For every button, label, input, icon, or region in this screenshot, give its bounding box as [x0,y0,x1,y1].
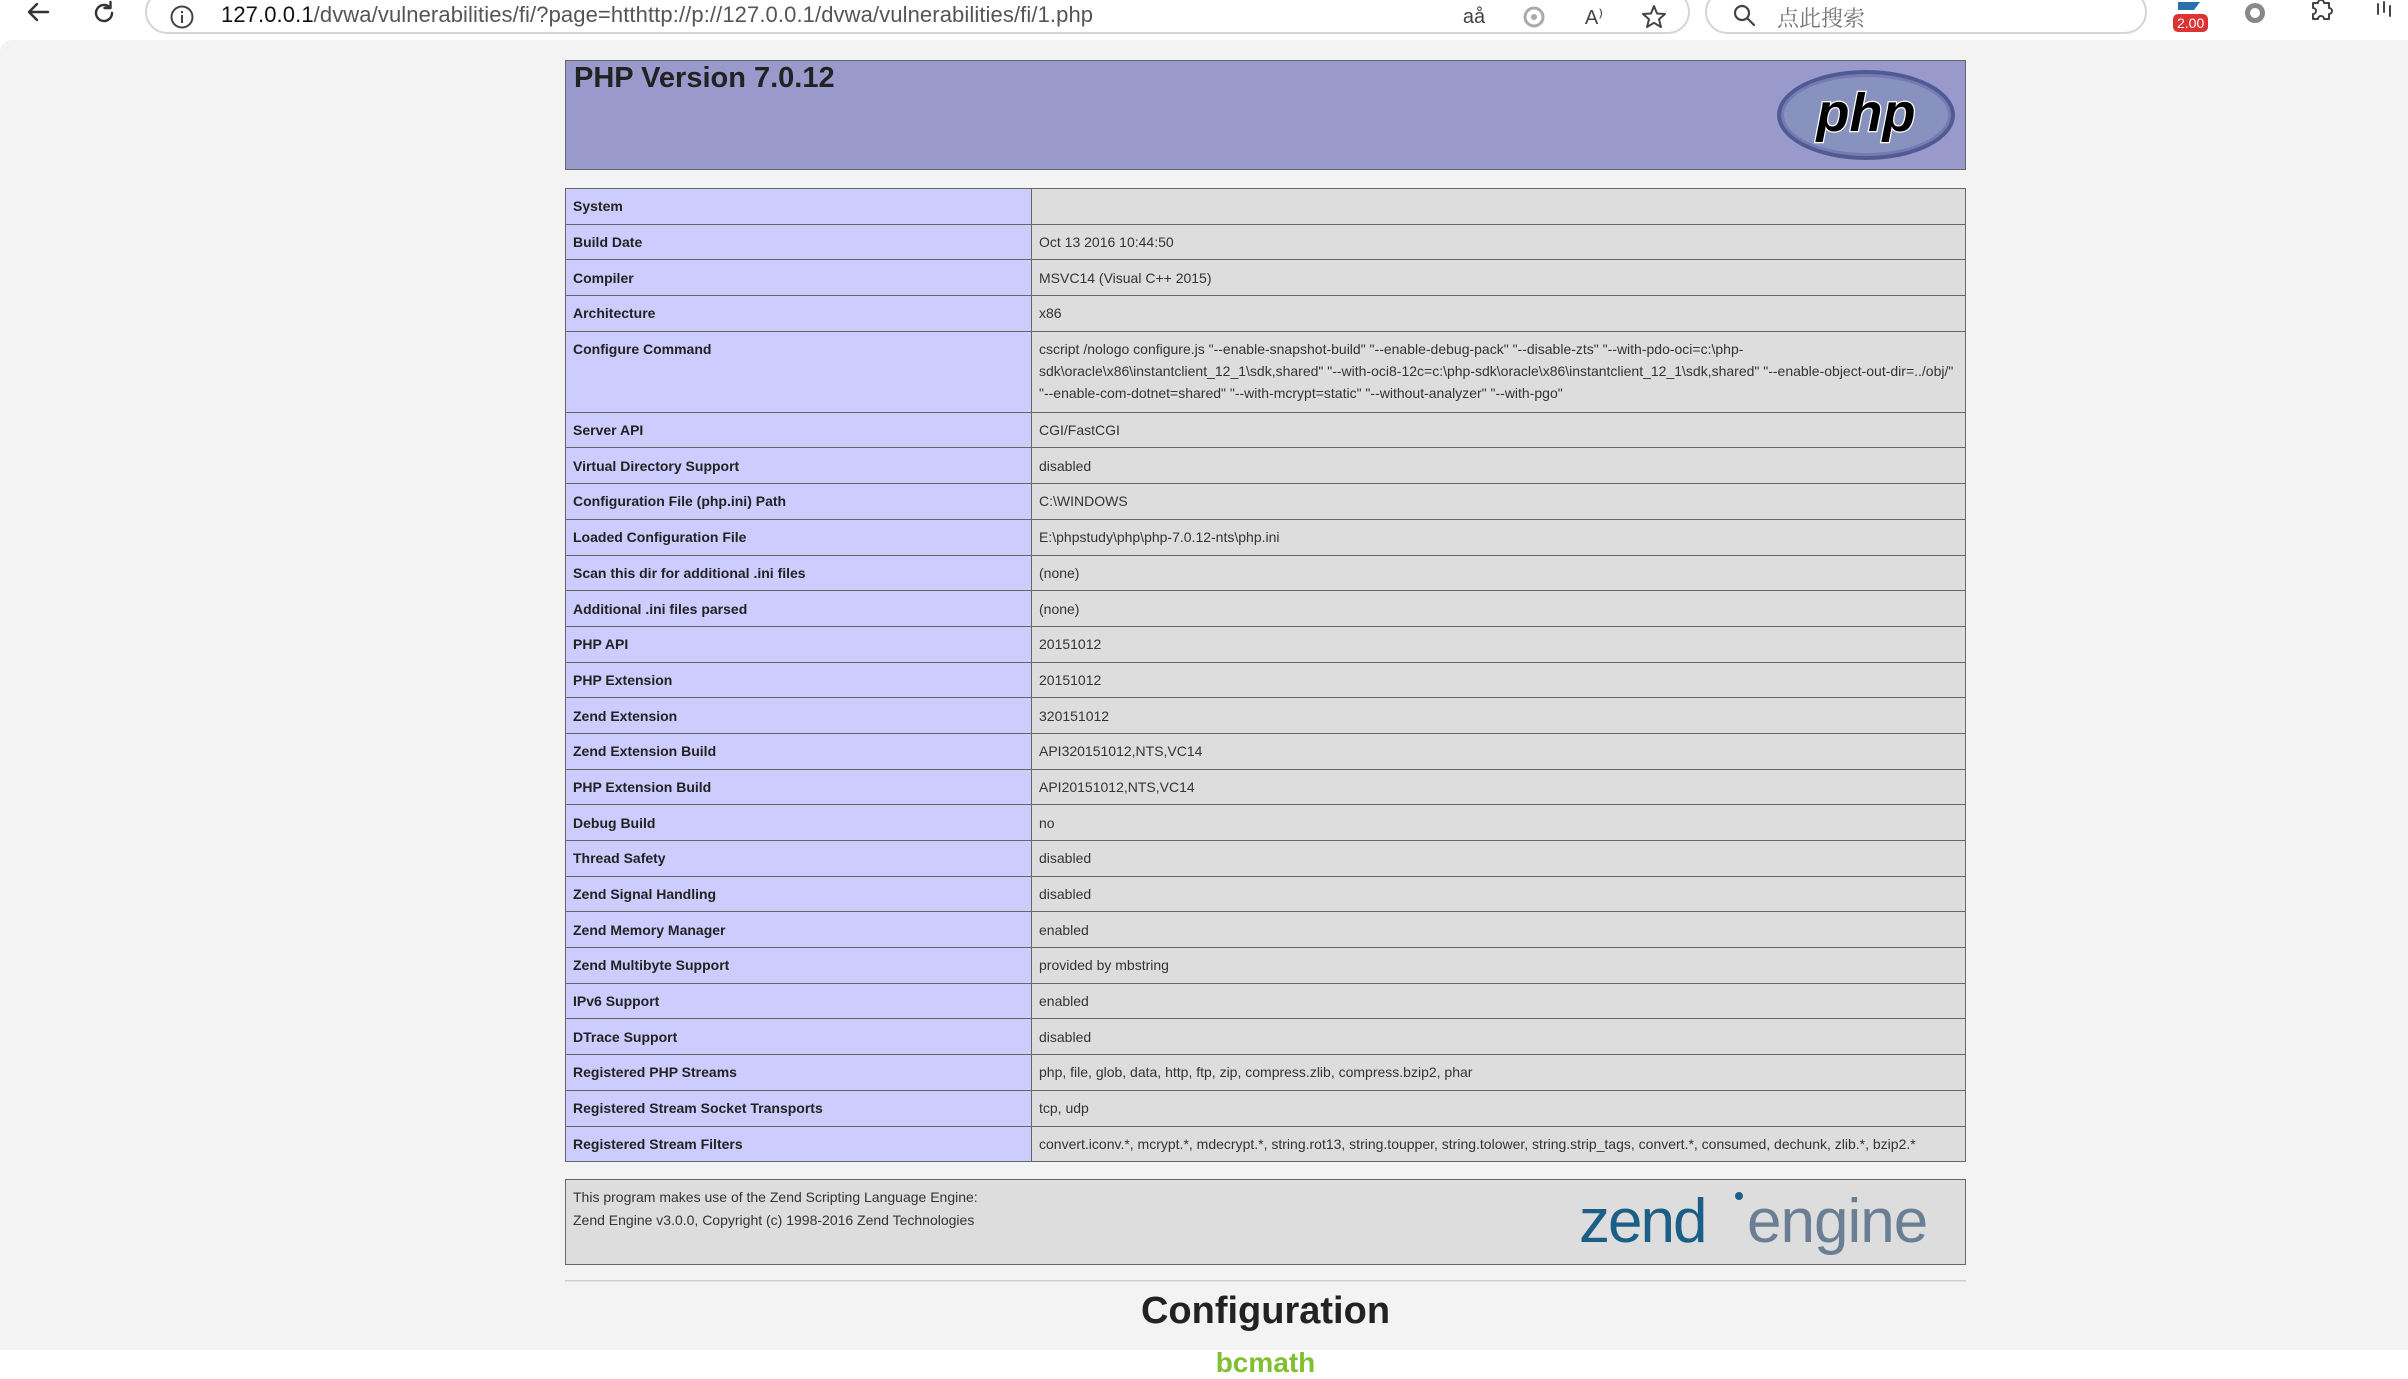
info-row [566,1090,1966,1126]
info-key: Debug Build [566,805,1032,841]
info-key: System [566,189,1032,225]
info-value: 320151012 [1032,698,1966,734]
info-key: Thread Safety [566,841,1032,877]
info-row [566,912,1966,948]
info-key: Zend Memory Manager [566,912,1032,948]
address-bar[interactable] [145,0,1690,34]
info-row [566,662,1966,698]
page-viewport [0,40,2408,1379]
info-row [566,1126,1966,1162]
info-row [566,224,1966,260]
info-row [566,555,1966,591]
info-key: Zend Signal Handling [566,876,1032,912]
info-value: (none) [1032,591,1966,627]
site-info-icon[interactable] [169,4,195,30]
info-value: 20151012 [1032,662,1966,698]
configuration-heading: Configuration [1140,1290,1391,1333]
info-value: 20151012 [1032,626,1966,662]
search-icon [1731,2,1757,28]
info-value: API320151012,NTS,VC14 [1032,733,1966,769]
info-key: Zend Extension Build [566,733,1032,769]
url-host: 127.0.0.1 [221,2,314,27]
info-value: C:\WINDOWS [1032,484,1966,520]
info-key: Additional .ini files parsed [566,591,1032,627]
info-key: Loaded Configuration File [566,519,1032,555]
info-row [566,448,1966,484]
reload-icon [90,0,118,27]
info-row [566,626,1966,662]
refresh-extension-icon[interactable] [1519,2,1549,32]
search-box[interactable] [1705,0,2147,34]
url-path: /dvwa/vulnerabilities/fi/?page=htthttp://p://127.0.0.1/dvwa/vulnerabilities/fi/1.php [313,2,1094,27]
info-value: cscript /nologo configure.js "--enable-snapshot-build" "--enable-debug-pack" "--disable-zts" "--with-pdo-oci=c:\php-sdk\oracle\x86\instantclient_12_1\sdk,shared" "--with-oci8-12c=c:\php-sdk\oracle\x86\instantclient_12_1\sdk,shared" "--enable-object-out-dir=../obj/" "--enable-com-dotnet=shared" "--with-mcrypt=static" "--without-analyzer" "--with-pgo" [1032,331,1966,412]
info-row [566,983,1966,1019]
info-row [566,412,1966,448]
info-row [566,769,1966,805]
info-value: E:\phpstudy\php\php-7.0.12-nts\php.ini [1032,519,1966,555]
extension-badge: 2.00 [2173,14,2208,32]
info-value: tcp, udp [1032,1090,1966,1126]
info-key: IPv6 Support [566,983,1032,1019]
info-row [566,805,1966,841]
info-value: MSVC14 (Visual C++ 2015) [1032,260,1966,296]
info-row [566,1019,1966,1055]
page-title: PHP Version 7.0.12 [574,62,835,94]
extension-circle-icon[interactable] [2238,0,2272,30]
info-key: PHP Extension [566,662,1032,698]
php-logo-text: php [1816,83,1916,143]
info-row [566,260,1966,296]
info-key: Build Date [566,224,1032,260]
back-arrow-icon [24,0,52,27]
phpinfo-container [565,60,1966,1379]
info-key: Compiler [566,260,1032,296]
engine-logo-word: engine [1747,1187,1928,1257]
info-value: API20151012,NTS,VC14 [1032,769,1966,805]
favorite-star-icon[interactable] [1639,2,1669,32]
info-row [566,876,1966,912]
info-key: Architecture [566,296,1032,332]
info-value: x86 [1032,296,1966,332]
search-placeholder: 点此搜索 [1777,6,1866,31]
info-key: PHP API [566,626,1032,662]
reload-button[interactable] [84,0,124,26]
info-key: Registered PHP Streams [566,1055,1032,1091]
info-row [566,189,1966,225]
info-row [566,948,1966,984]
info-value: disabled [1032,448,1966,484]
info-value: Oct 13 2016 10:44:50 [1032,224,1966,260]
module-heading-bcmath[interactable]: bcmath [1215,1347,1316,1379]
info-row [566,698,1966,734]
info-key: Registered Stream Socket Transports [566,1090,1032,1126]
info-key: Virtual Directory Support [566,448,1032,484]
translate-icon[interactable]: aå [1462,5,1486,28]
section-divider [565,1280,1966,1282]
info-value: provided by mbstring [1032,948,1966,984]
info-key: Scan this dir for additional .ini files [566,555,1032,591]
zend-engine-box [565,1179,1966,1265]
info-key: PHP Extension Build [566,769,1032,805]
info-key: Configuration File (php.ini) Path [566,484,1032,520]
info-value: enabled [1032,983,1966,1019]
info-value: disabled [1032,1019,1966,1055]
info-row [566,331,1966,412]
info-row [566,733,1966,769]
info-value: enabled [1032,912,1966,948]
info-row [566,1055,1966,1091]
browser-toolbar [0,0,2408,40]
info-key: DTrace Support [566,1019,1032,1055]
zend-line-2: Zend Engine v3.0.0, Copyright (c) 1998-2016 Zend Technologies [573,1212,975,1229]
info-key: Zend Extension [566,698,1032,734]
favorites-bar-icon[interactable] [2370,0,2404,30]
back-button[interactable] [18,0,58,26]
info-key: Configure Command [566,331,1032,412]
info-value: convert.iconv.*, mcrypt.*, mdecrypt.*, string.rot13, string.toupper, string.tolower, string.strip_tags, convert.*, consumed, dechunk, zlib.*, bzip2.* [1032,1126,1966,1162]
info-value: disabled [1032,841,1966,877]
info-value: disabled [1032,876,1966,912]
info-row [566,484,1966,520]
info-value: no [1032,805,1966,841]
info-value [1032,189,1966,225]
info-key: Registered Stream Filters [566,1126,1032,1162]
info-row [566,296,1966,332]
phpinfo-general-table [565,188,1966,1162]
info-key: Server API [566,412,1032,448]
info-value: CGI/FastCGI [1032,412,1966,448]
zend-logo-word: zend [1579,1187,1706,1257]
info-row [566,841,1966,877]
zend-engine-logo-icon[interactable] [1579,1186,1959,1262]
url-text[interactable] [221,2,1093,28]
info-value: (none) [1032,555,1966,591]
info-key: Zend Multibyte Support [566,948,1032,984]
php-logo-icon[interactable] [1775,69,1957,161]
zend-line-1: This program makes use of the Zend Scripting Language Engine: [573,1189,978,1206]
info-row [566,519,1966,555]
info-value: php, file, glob, data, http, ftp, zip, compress.zlib, compress.bzip2, phar [1032,1055,1966,1091]
info-row [566,591,1966,627]
read-aloud-icon[interactable]: A⁾ [1584,6,1604,29]
extensions-puzzle-icon[interactable] [2304,0,2338,30]
phpinfo-header [565,60,1966,170]
